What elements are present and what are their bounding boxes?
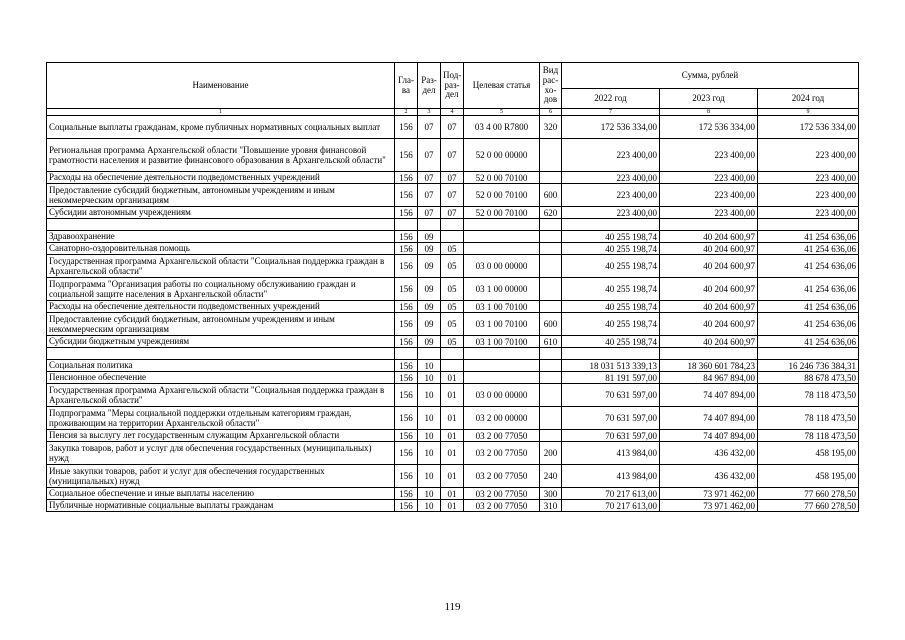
row-podrazdel: 05: [441, 301, 464, 313]
row-podrazdel: 01: [441, 442, 464, 465]
row-vid-rashodov: 200: [540, 442, 562, 465]
row-sum-2024: 223 400,00: [758, 139, 859, 172]
row-vid-rashodov: [540, 384, 562, 407]
row-podrazdel: [441, 219, 464, 231]
row-name: Расходы на обеспечение деятельности подведомственных учреждений: [47, 172, 395, 184]
row-celevaya-statya: 03 0 00 00000: [464, 255, 540, 278]
row-sum-2023: 74 407 894,00: [660, 384, 758, 407]
row-razdel: 09: [418, 255, 441, 278]
row-sum-2023: 73 971 462,00: [660, 500, 758, 512]
row-celevaya-statya: 03 1 00 70100: [464, 301, 540, 313]
row-sum-2023: 40 204 600,97: [660, 336, 758, 348]
table-row: [47, 372, 859, 384]
row-podrazdel: [441, 231, 464, 243]
row-glava: 156: [395, 442, 418, 465]
row-razdel: 07: [418, 184, 441, 207]
row-podrazdel: 01: [441, 384, 464, 407]
row-name: Пенсия за выслугу лет государственным служащим Архангельской области: [47, 430, 395, 442]
row-sum-2023: 223 400,00: [660, 172, 758, 184]
row-celevaya-statya: 03 2 00 77050: [464, 465, 540, 488]
table-row: [47, 219, 859, 231]
row-celevaya-statya: 03 2 00 00000: [464, 407, 540, 430]
row-sum-2023: 40 204 600,97: [660, 313, 758, 336]
row-celevaya-statya: 03 2 00 77050: [464, 500, 540, 512]
row-glava: 156: [395, 243, 418, 255]
table-row: [47, 116, 859, 139]
row-name: Социальная политика: [47, 360, 395, 372]
row-sum-2023: 73 971 462,00: [660, 488, 758, 500]
row-sum-2022: 172 536 334,00: [562, 116, 660, 139]
row-sum-2022: 40 255 198,74: [562, 231, 660, 243]
row-sum-2022: 70 631 597,00: [562, 430, 660, 442]
row-vid-rashodov: [540, 278, 562, 301]
row-sum-2023: [660, 348, 758, 360]
row-podrazdel: 05: [441, 336, 464, 348]
header-razdel: Раз-дел: [418, 63, 441, 109]
row-podrazdel: 07: [441, 139, 464, 172]
table-row: [47, 301, 859, 313]
row-vid-rashodov: 620: [540, 207, 562, 219]
row-razdel: 10: [418, 360, 441, 372]
table-row: [47, 139, 859, 172]
row-glava: 156: [395, 116, 418, 139]
row-sum-2024: 223 400,00: [758, 207, 859, 219]
header-glava: Гла-ва: [395, 63, 418, 109]
row-razdel: 10: [418, 372, 441, 384]
row-name: Подпрограмма "Меры социальной поддержки отдельным категориям граждан, проживающим на территории Архангельской области": [47, 407, 395, 430]
row-glava: 156: [395, 184, 418, 207]
row-glava: 156: [395, 255, 418, 278]
row-razdel: 07: [418, 172, 441, 184]
row-name: Санаторно-оздоровительная помощь: [47, 243, 395, 255]
row-sum-2023: 84 967 894,00: [660, 372, 758, 384]
header-summa: Сумма, рублей: [562, 63, 859, 89]
row-vid-rashodov: [540, 139, 562, 172]
row-sum-2022: 40 255 198,74: [562, 278, 660, 301]
row-vid-rashodov: 610: [540, 336, 562, 348]
row-sum-2024: 458 195,00: [758, 465, 859, 488]
table-row: [47, 231, 859, 243]
row-name: Социальное обеспечение и иные выплаты населению: [47, 488, 395, 500]
row-sum-2022: 223 400,00: [562, 207, 660, 219]
table-row: [47, 488, 859, 500]
table-row: [47, 336, 859, 348]
row-sum-2022: 70 631 597,00: [562, 384, 660, 407]
row-podrazdel: 07: [441, 207, 464, 219]
row-sum-2024: 223 400,00: [758, 184, 859, 207]
table-row: [47, 184, 859, 207]
row-celevaya-statya: [464, 372, 540, 384]
row-celevaya-statya: [464, 243, 540, 255]
row-razdel: 10: [418, 407, 441, 430]
row-vid-rashodov: 320: [540, 116, 562, 139]
row-glava: 156: [395, 407, 418, 430]
row-celevaya-statya: 52 0 00 70100: [464, 207, 540, 219]
row-celevaya-statya: 03 0 00 00000: [464, 384, 540, 407]
row-sum-2024: 88 678 473,50: [758, 372, 859, 384]
column-number: 4: [441, 109, 464, 116]
row-podrazdel: 05: [441, 313, 464, 336]
row-podrazdel: 01: [441, 407, 464, 430]
row-sum-2023: 223 400,00: [660, 207, 758, 219]
row-sum-2024: 41 254 636,06: [758, 243, 859, 255]
row-vid-rashodov: [540, 231, 562, 243]
row-vid-rashodov: [540, 255, 562, 278]
header-name: Наименование: [47, 63, 395, 109]
row-sum-2024: 41 254 636,06: [758, 301, 859, 313]
table-row: [47, 255, 859, 278]
row-razdel: 07: [418, 207, 441, 219]
row-sum-2023: 436 432,00: [660, 442, 758, 465]
row-name: Социальные выплаты гражданам, кроме публичных нормативных социальных выплат: [47, 116, 395, 139]
row-vid-rashodov: 300: [540, 488, 562, 500]
column-number: 2: [395, 109, 418, 116]
row-razdel: 09: [418, 313, 441, 336]
row-razdel: 10: [418, 442, 441, 465]
row-name: Региональная программа Архангельской области "Повышение уровня финансовой грамотности населения и развитие финансового образования в Архангельской области": [47, 139, 395, 172]
row-glava: 156: [395, 384, 418, 407]
row-razdel: 09: [418, 231, 441, 243]
row-celevaya-statya: 03 1 00 00000: [464, 278, 540, 301]
row-vid-rashodov: [540, 243, 562, 255]
row-glava: 156: [395, 488, 418, 500]
row-razdel: 09: [418, 278, 441, 301]
row-glava: 156: [395, 172, 418, 184]
row-glava: 156: [395, 313, 418, 336]
row-podrazdel: 01: [441, 372, 464, 384]
row-celevaya-statya: 52 0 00 70100: [464, 184, 540, 207]
row-razdel: 09: [418, 336, 441, 348]
row-sum-2023: 74 407 894,00: [660, 430, 758, 442]
row-name: Государственная программа Архангельской области "Социальная поддержка граждан в Архангельской области": [47, 255, 395, 278]
row-razdel: 10: [418, 488, 441, 500]
table-row: [47, 500, 859, 512]
column-number: 3: [418, 109, 441, 116]
row-sum-2023: 172 536 334,00: [660, 116, 758, 139]
row-name: Субсидии автономным учреждениям: [47, 207, 395, 219]
row-vid-rashodov: [540, 360, 562, 372]
row-sum-2022: 413 984,00: [562, 442, 660, 465]
header-year-2023: 2023 год: [660, 89, 758, 109]
row-vid-rashodov: 240: [540, 465, 562, 488]
column-number-row: [47, 109, 859, 116]
row-celevaya-statya: [464, 231, 540, 243]
row-sum-2022: 40 255 198,74: [562, 301, 660, 313]
table-row: [47, 360, 859, 372]
row-celevaya-statya: 03 1 00 70100: [464, 336, 540, 348]
budget-table: [46, 62, 859, 512]
row-vid-rashodov: [540, 219, 562, 231]
page-number: 119: [444, 601, 461, 613]
row-sum-2024: 78 118 473,50: [758, 407, 859, 430]
row-celevaya-statya: [464, 219, 540, 231]
row-razdel: 07: [418, 139, 441, 172]
row-sum-2023: 40 204 600,97: [660, 231, 758, 243]
row-name: Закупка товаров, работ и услуг для обеспечения государственных (муниципальных) нужд: [47, 442, 395, 465]
row-sum-2024: [758, 348, 859, 360]
row-glava: 156: [395, 207, 418, 219]
row-celevaya-statya: 52 0 00 00000: [464, 139, 540, 172]
row-sum-2024: 41 254 636,06: [758, 336, 859, 348]
table-body: [47, 116, 859, 512]
row-sum-2024: 172 536 334,00: [758, 116, 859, 139]
row-sum-2022: 223 400,00: [562, 139, 660, 172]
row-name: Публичные нормативные социальные выплаты гражданам: [47, 500, 395, 512]
row-sum-2024: 41 254 636,06: [758, 313, 859, 336]
row-sum-2023: 74 407 894,00: [660, 407, 758, 430]
table-row: [47, 313, 859, 336]
row-sum-2024: 78 118 473,50: [758, 384, 859, 407]
row-sum-2022: 18 031 513 339,13: [562, 360, 660, 372]
row-sum-2022: 70 217 613,00: [562, 488, 660, 500]
row-glava: 156: [395, 278, 418, 301]
row-glava: 156: [395, 500, 418, 512]
row-glava: 156: [395, 301, 418, 313]
row-podrazdel: [441, 348, 464, 360]
table-row: [47, 407, 859, 430]
header-celevaya-statya: Целевая статья: [464, 63, 540, 109]
row-celevaya-statya: 52 0 00 70100: [464, 172, 540, 184]
row-sum-2024: 223 400,00: [758, 172, 859, 184]
row-sum-2023: 223 400,00: [660, 184, 758, 207]
row-vid-rashodov: [540, 407, 562, 430]
row-razdel: [418, 219, 441, 231]
column-number: 8: [660, 109, 758, 116]
row-podrazdel: 01: [441, 430, 464, 442]
row-podrazdel: 05: [441, 255, 464, 278]
row-glava: [395, 219, 418, 231]
row-podrazdel: 07: [441, 172, 464, 184]
row-vid-rashodov: [540, 430, 562, 442]
row-glava: 156: [395, 430, 418, 442]
row-sum-2023: 436 432,00: [660, 465, 758, 488]
row-vid-rashodov: 310: [540, 500, 562, 512]
row-vid-rashodov: 600: [540, 313, 562, 336]
row-sum-2024: 41 254 636,06: [758, 255, 859, 278]
row-podrazdel: [441, 360, 464, 372]
row-vid-rashodov: [540, 301, 562, 313]
row-podrazdel: 07: [441, 184, 464, 207]
row-vid-rashodov: 600: [540, 184, 562, 207]
row-sum-2022: 70 217 613,00: [562, 500, 660, 512]
header-podrazdel: Под-раз-дел: [441, 63, 464, 109]
row-celevaya-statya: 03 1 00 70100: [464, 313, 540, 336]
row-sum-2024: 41 254 636,06: [758, 231, 859, 243]
row-podrazdel: 05: [441, 243, 464, 255]
row-sum-2022: [562, 219, 660, 231]
row-podrazdel: 05: [441, 278, 464, 301]
row-sum-2022: [562, 348, 660, 360]
row-celevaya-statya: 03 4 00 R7800: [464, 116, 540, 139]
row-celevaya-statya: [464, 348, 540, 360]
row-sum-2022: 40 255 198,74: [562, 243, 660, 255]
header-year-2024: 2024 год: [758, 89, 859, 109]
column-number: 1: [47, 109, 395, 116]
row-vid-rashodov: [540, 348, 562, 360]
table-row: [47, 465, 859, 488]
table-row: [47, 348, 859, 360]
row-sum-2024: 78 118 473,50: [758, 430, 859, 442]
row-razdel: 10: [418, 430, 441, 442]
row-name: Пенсионное обеспечение: [47, 372, 395, 384]
row-sum-2023: 40 204 600,97: [660, 301, 758, 313]
row-glava: 156: [395, 336, 418, 348]
table-row: [47, 384, 859, 407]
row-razdel: [418, 348, 441, 360]
row-name: Здравоохранение: [47, 231, 395, 243]
row-vid-rashodov: [540, 372, 562, 384]
row-podrazdel: 01: [441, 488, 464, 500]
row-sum-2022: 223 400,00: [562, 184, 660, 207]
row-sum-2022: 70 631 597,00: [562, 407, 660, 430]
row-glava: 156: [395, 139, 418, 172]
row-sum-2023: 18 360 601 784,23: [660, 360, 758, 372]
table-row: [47, 243, 859, 255]
column-number: 9: [758, 109, 859, 116]
row-sum-2023: 40 204 600,97: [660, 278, 758, 301]
row-glava: 156: [395, 372, 418, 384]
header-year-2022: 2022 год: [562, 89, 660, 109]
row-sum-2024: 16 246 736 384,31: [758, 360, 859, 372]
row-celevaya-statya: 03 2 00 77050: [464, 442, 540, 465]
row-razdel: 10: [418, 500, 441, 512]
row-podrazdel: 01: [441, 500, 464, 512]
row-sum-2022: 413 984,00: [562, 465, 660, 488]
table-row: [47, 172, 859, 184]
column-number: 7: [562, 109, 660, 116]
row-razdel: 09: [418, 243, 441, 255]
row-podrazdel: 07: [441, 116, 464, 139]
row-sum-2024: 41 254 636,06: [758, 278, 859, 301]
row-name: Предоставление субсидий бюджетным, автономным учреждениям и иным некоммерческим организациям: [47, 184, 395, 207]
column-number: 5: [464, 109, 540, 116]
table-row: [47, 442, 859, 465]
row-glava: 156: [395, 231, 418, 243]
row-glava: 156: [395, 360, 418, 372]
row-name: [47, 348, 395, 360]
row-sum-2023: [660, 219, 758, 231]
row-sum-2022: 40 255 198,74: [562, 336, 660, 348]
row-sum-2024: 458 195,00: [758, 442, 859, 465]
row-sum-2022: 40 255 198,74: [562, 255, 660, 278]
row-sum-2022: 81 191 597,00: [562, 372, 660, 384]
row-glava: 156: [395, 465, 418, 488]
row-name: [47, 219, 395, 231]
row-sum-2024: 77 660 278,50: [758, 500, 859, 512]
table-row: [47, 430, 859, 442]
row-vid-rashodov: [540, 172, 562, 184]
row-celevaya-statya: 03 2 00 77050: [464, 430, 540, 442]
row-sum-2023: 40 204 600,97: [660, 243, 758, 255]
row-razdel: 09: [418, 301, 441, 313]
row-sum-2023: 223 400,00: [660, 139, 758, 172]
header-vid-rashodov: Вид рас-хо-дов: [540, 63, 562, 109]
row-razdel: 10: [418, 465, 441, 488]
column-number: 6: [540, 109, 562, 116]
row-name: Государственная программа Архангельской области "Социальная поддержка граждан в Архангельской области": [47, 384, 395, 407]
row-glava: [395, 348, 418, 360]
row-name: Иные закупки товаров, работ и услуг для обеспечения государственных (муниципальных) нужд: [47, 465, 395, 488]
row-celevaya-statya: [464, 360, 540, 372]
row-name: Предоставление субсидий бюджетным, автономным учреждениям и иным некоммерческим организациям: [47, 313, 395, 336]
row-podrazdel: 01: [441, 465, 464, 488]
row-celevaya-statya: 03 2 00 77050: [464, 488, 540, 500]
row-sum-2022: 223 400,00: [562, 172, 660, 184]
row-sum-2024: 77 660 278,50: [758, 488, 859, 500]
row-razdel: 07: [418, 116, 441, 139]
row-sum-2023: 40 204 600,97: [660, 255, 758, 278]
row-name: Подпрограмма "Организация работы по социальному обслуживанию граждан и социальной защите населения в Архангельской области": [47, 278, 395, 301]
row-sum-2024: [758, 219, 859, 231]
row-razdel: 10: [418, 384, 441, 407]
row-name: Расходы на обеспечение деятельности подведомственных учреждений: [47, 301, 395, 313]
row-name: Субсидии бюджетным учреждениям: [47, 336, 395, 348]
table-row: [47, 207, 859, 219]
row-sum-2022: 40 255 198,74: [562, 313, 660, 336]
table-row: [47, 278, 859, 301]
